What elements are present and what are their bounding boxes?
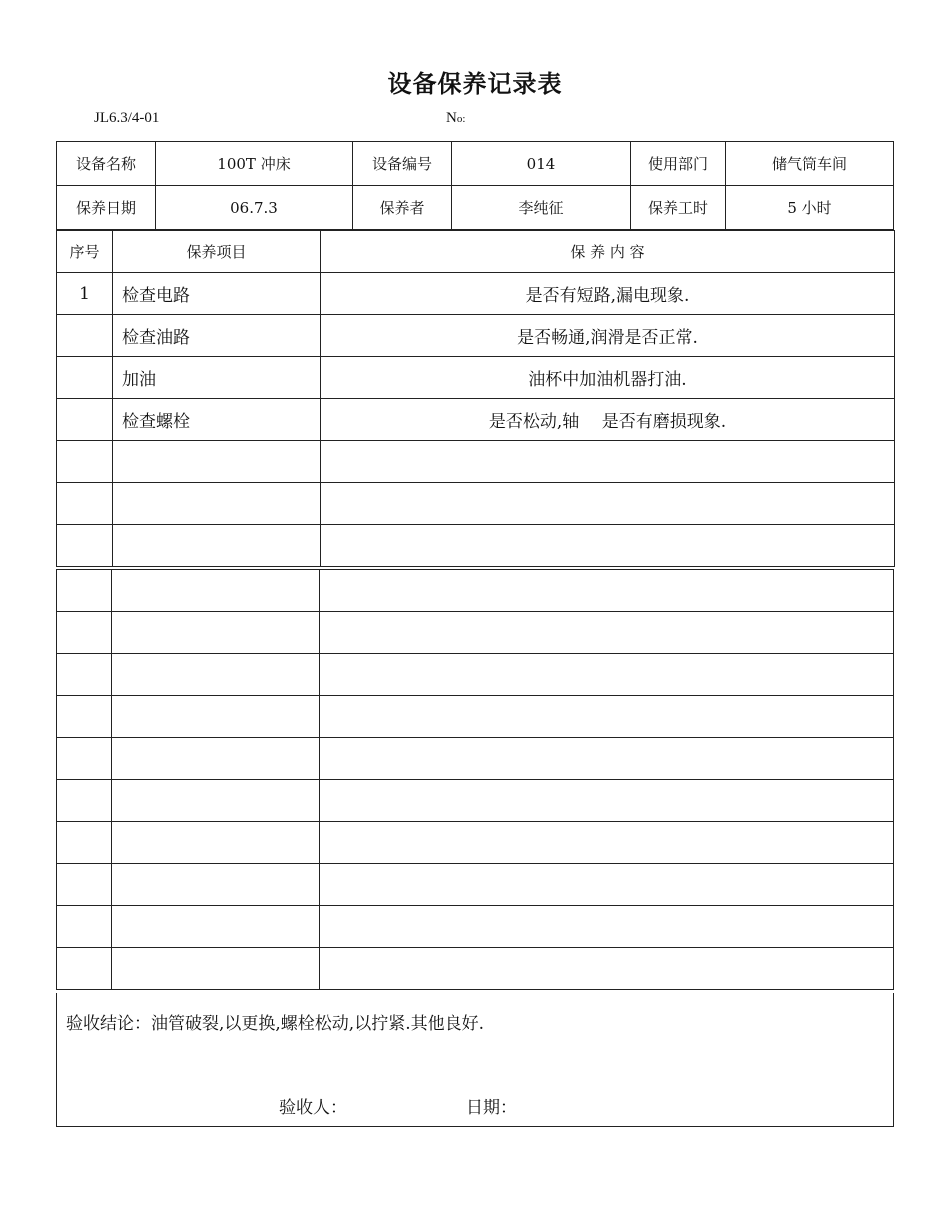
table-row [57,864,894,906]
header-seq: 序号 [57,231,113,273]
row-number [57,780,112,822]
document-number: JL6.3/4-01 [94,110,160,126]
table-row [57,780,894,822]
equipment-no-label: 设备编号 [353,142,452,186]
row-number [57,822,112,864]
header-content: 保 养 内 容 [321,231,895,273]
row-content [321,483,895,525]
table-row [57,483,895,525]
table-row [57,738,894,780]
row-content [320,654,894,696]
row-item: 检查螺栓 [113,399,321,441]
row-number [57,864,112,906]
maintenance-items-table [56,230,895,567]
table-header-row [57,231,895,273]
row-number [57,357,113,399]
row-content: 油杯中加油机器打油. [321,357,895,399]
department-label: 使用部门 [631,142,726,186]
row-content [320,864,894,906]
table-row [57,357,895,399]
row-item: 检查电路 [113,273,321,315]
row-content: 是否松动,轴 是否有磨损现象. [321,399,895,441]
row-item: 加油 [113,357,321,399]
blank-rows-table [56,569,894,990]
row-content: 是否畅通,润滑是否正常. [321,315,895,357]
table-row [57,570,894,612]
row-item [112,612,320,654]
table-row [57,654,894,696]
row-number [57,525,113,567]
table-row [57,906,894,948]
maintainer-label: 保养者 [353,186,452,230]
row-content [320,738,894,780]
row-number [57,315,113,357]
row-content [320,780,894,822]
table-row [57,399,895,441]
row-item [113,441,321,483]
row-number [57,570,112,612]
row-content [320,948,894,990]
maintenance-date-label: 保养日期 [57,186,156,230]
row-content [320,570,894,612]
row-content [321,525,895,567]
row-number [57,738,112,780]
row-item [112,906,320,948]
table-row [57,441,895,483]
row-item [112,570,320,612]
row-number [57,399,113,441]
row-item [112,696,320,738]
maintainer-value: 李纯征 [452,186,631,230]
equipment-name-label: 设备名称 [57,142,156,186]
row-content [320,822,894,864]
page-title: 设备保养记录表 [387,70,563,98]
acceptance-conclusion: 验收结论：油管破裂,以更换,螺栓松动,以拧紧.其他良好. [66,1014,485,1034]
row-number [57,654,112,696]
table-row [57,612,894,654]
table-row [57,948,894,990]
row-number [57,612,112,654]
row-number [57,441,113,483]
row-content [320,612,894,654]
row-item [112,654,320,696]
serial-suffix: o: [456,113,466,125]
row-content [320,906,894,948]
row-item [112,822,320,864]
table-row [57,273,895,315]
table-row [57,525,895,567]
serial-number-label [446,110,465,127]
work-hours-label: 保养工时 [631,186,726,230]
row-item [113,525,321,567]
row-content: 是否有短路,漏电现象. [321,273,895,315]
equipment-name-value: 100T 冲床 [156,142,353,186]
info-row-1 [57,142,894,186]
row-content [321,441,895,483]
row-item [112,780,320,822]
row-number [57,948,112,990]
equipment-no-value: 014 [452,142,631,186]
row-number: 1 [57,273,113,315]
header-item: 保养项目 [113,231,321,273]
row-number [57,483,113,525]
row-item [112,864,320,906]
table-row [57,822,894,864]
department-value: 储气筒车间 [726,142,894,186]
blank-rows-body [57,570,894,990]
equipment-info-table [56,141,894,230]
row-number [57,906,112,948]
row-content [320,696,894,738]
inspector-label: 验收人： [279,1098,347,1118]
serial-label: N [446,110,457,126]
table-row [57,315,895,357]
row-item [113,483,321,525]
row-number [57,696,112,738]
row-item [112,738,320,780]
table-row [57,696,894,738]
info-row-2 [57,186,894,230]
maintenance-date-value: 06.7.3 [156,186,353,230]
row-item: 检查油路 [113,315,321,357]
row-item [112,948,320,990]
work-hours-value: 5 小时 [726,186,894,230]
acceptance-date-label: 日期： [466,1098,517,1118]
